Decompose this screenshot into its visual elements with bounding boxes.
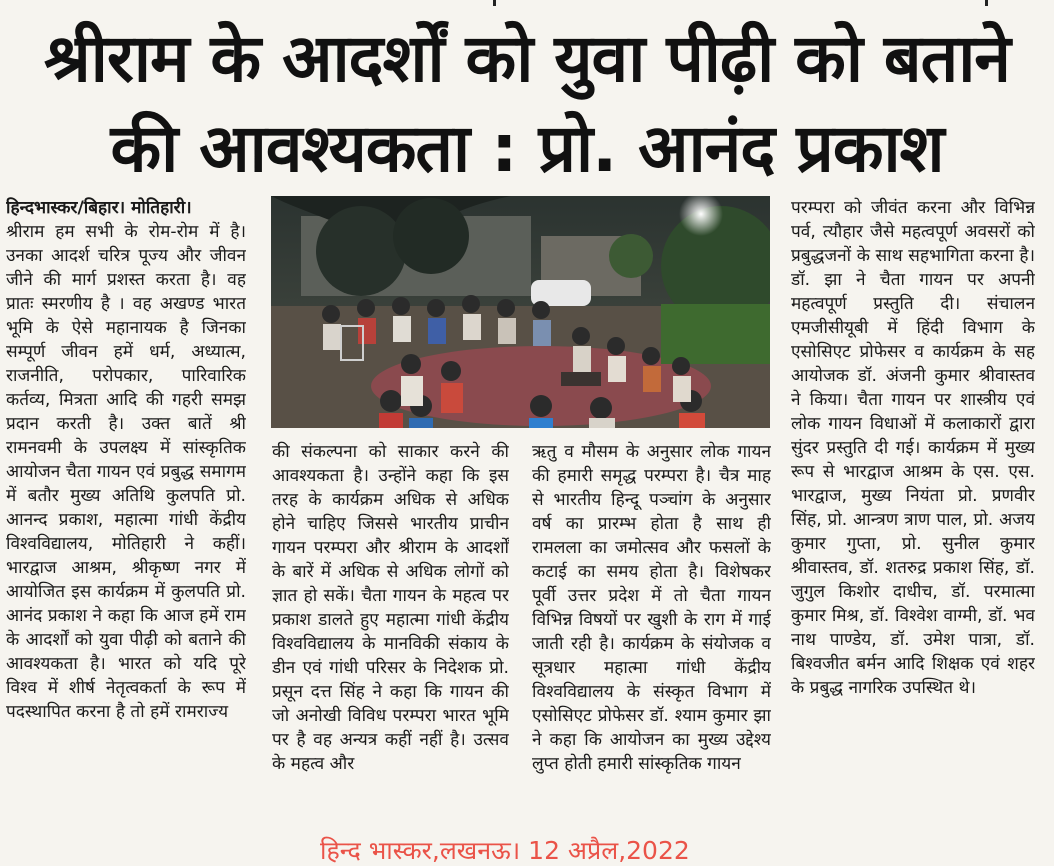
- article-column-2: [272, 440, 509, 844]
- dateline: हिन्दभास्कर/बिहार। मोतिहारी।: [6, 198, 192, 218]
- event-photo-illustration: [271, 196, 770, 428]
- headline-line-1: श्रीराम के आदर्शों को युवा पीढ़ी को बताने: [44, 20, 1010, 97]
- column-4-text: परम्परा को जीवंत करना और विभिन्न पर्व, त्यौहार जैसे महत्वपूर्ण अवसरों को प्रबुद्धजनों के साथ सहभागिता करना है। डॉ. झा ने चैता गायन पर अपनी महत्वपूर्ण प्रस्तुति दी। संचालन एमजीसीयूबी में हिंदी विभाग के एसोसिएट प्रोफेसर व कार्यक्रम के सह आयोजक डॉ. अंजनी कुमार श्रीवास्तव ने किया। चैता गायन पर शास्त्रीय एवं लोक गायन विधाओं में कलाकारों द्वारा सुंदर प्रस्तुति दी गई। कार्यक्रम में मुख्य रूप से भारद्वाज आश्रम के एस. एस. भारद्वाज, मुख्य नियंता प्रो. प्रणवीर सिंह, प्रो. आन्त्रण त्राण पाल, प्रो. अजय कुमार गुप्ता, प्रो. सुनील कुमार श्रीवास्तव, डॉ. शतरुद्र प्रकाश सिंह, डॉ. जुगुल किशोर दाधीच, डॉ. परमात्मा कुमार मिश्र, डॉ. विश्वेश वाग्मी, डॉ. भव नाथ पाण्डेय, डॉ. उमेश पात्रा, डॉ. बिश्वजीत बर्मन आदि शिक्षक एवं शहर के प्रबुद्ध नागरिक उपस्थित थे।: [791, 198, 1035, 698]
- article-column-1: [6, 196, 246, 848]
- article-column-3: [532, 440, 771, 844]
- headline-line-2: की आवश्यकता : प्रो. आनंद प्रकाश: [110, 110, 944, 187]
- event-photo: [271, 196, 770, 428]
- column-1-text: श्रीराम हम सभी के रोम-रोम में है। उनका आदर्श चरित्र पूज्य और जीवन जीने की मार्ग प्रशस्त करता है। वह प्रातः स्मरणीय है । वह अखण्ड भारत भूमि के ऐसे महानायक है जिनका सम्पूर्ण जीवन हमें धर्म, अध्यात्म, राजनीति, परोपकार, पारिवारिक कर्तव्य, मित्रता आदि की गहरी समझ प्रदान करती है। उक्त बातें श्री रामनवमी के उपलक्ष्य में सांस्कृतिक आयोजन चैता गायन एवं प्रबुद्ध समागम में बतौर मुख्य अतिथि कुलपति प्रो. आनन्द प्रकाश, महात्मा गांधी केंद्रीय विश्वविद्यालय, मोतिहारी ने कहीं। भारद्वाज आश्रम, श्रीकृष्ण नगर में आयोजित इस कार्यक्रम में कुलपति प्रो. आनंद प्रकाश ने कहा कि आज हमें राम के आदर्शों को युवा पीढ़ी को बताने की आवश्यकता है। भारत को यदि पूरे विश्व में शीर्ष नेतृत्वकर्ता के रूप में पदस्थापित करना है तो हमें रामराज्य: [6, 222, 246, 722]
- source-caption: हिन्द भास्कर,लखनऊ। 12 अप्रैल,2022: [320, 836, 690, 865]
- headline: [0, 14, 1054, 194]
- article-column-4: [791, 196, 1035, 848]
- column-2-text: की संकल्पना को साकार करने की आवश्यकता है। उन्होंने कहा कि इस तरह के कार्यक्रम अधिक से अधिक होने चाहिए जिससे भारतीय प्राचीन गायन परम्परा और श्रीराम के आदर्शों के बारें में अधिक से अधिक लोगों को ज्ञात हो सकें। चैता गायन के महत्व पर प्रकाश डालते हुए महात्मा गांधी केंद्रीय विश्वविद्यालय के मानविकी संकाय के डीन एवं गांधी परिसर के निदेशक प्रो. प्रसून दत्त सिंह ने कहा कि गायन की जो अनोखी विविध परम्परा भारत भूमि पर है वह अन्यत्र कहीं नहीं है। उत्सव के महत्व और: [272, 442, 509, 774]
- column-3-text: ऋतु व मौसम के अनुसार लोक गायन की हमारी समृद्ध परम्परा है। चैत्र माह से भारतीय हिन्दू पञ्चांग के अनुसार वर्ष का प्रारम्भ होता है साथ ही रामलला का जमोत्सव और फसलों के कटाई का समय होता है। विशेषकर पूर्वी उत्तर प्रदेश में तो चैता गायन विभिन्न विषयों पर खुशी के राग में गाई जाती रही है। कार्यक्रम के संयोजक व सूत्रधार महात्मा गांधी केंद्रीय विश्वविद्यालय के संस्कृत विभाग में एसोसिएट प्रोफेसर डॉ. श्याम कुमार झा ने कहा कि आयोजन का मुख्य उद्देश्य लुप्त होती हमारी सांस्कृतिक गायन: [532, 442, 771, 774]
